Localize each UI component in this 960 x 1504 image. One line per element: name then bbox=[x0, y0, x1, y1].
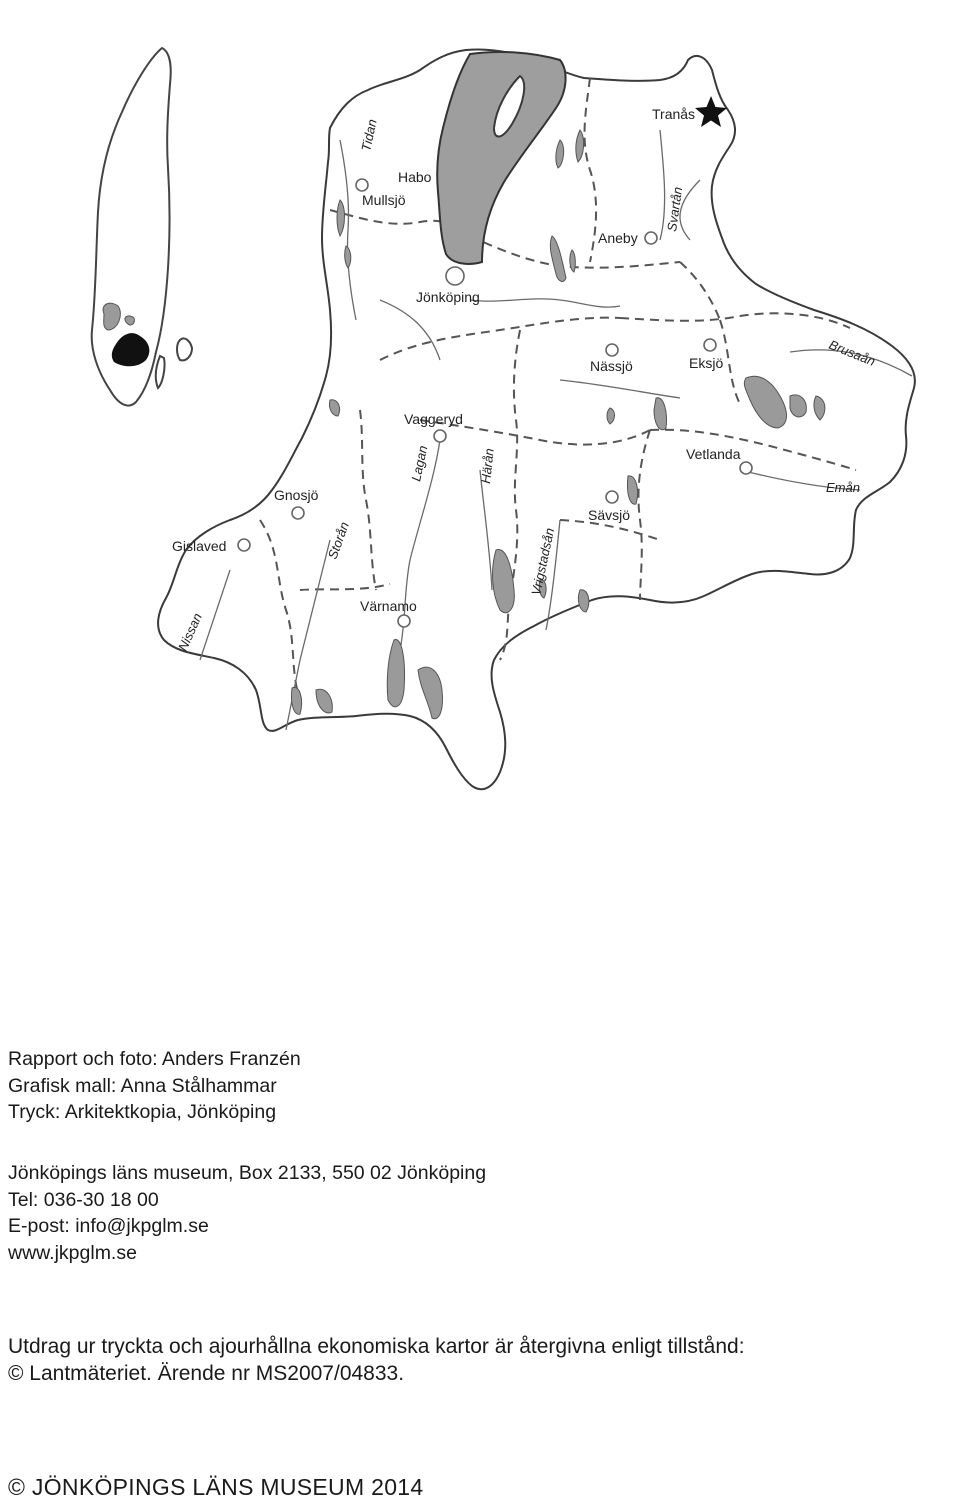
credits-block bbox=[8, 1046, 301, 1126]
permission-line-1: Utdrag ur tryckta och ajourhållna ekonomiska kartor är återgivna enligt tillstånd: bbox=[8, 1335, 745, 1358]
town-label-tranas: Tranås bbox=[652, 106, 696, 122]
town-label-habo: Habo bbox=[398, 169, 432, 185]
town-dot-eksjo bbox=[704, 339, 716, 351]
town-label-eksjo: Eksjö bbox=[689, 355, 724, 371]
contact-email: E-post: info@jkpglm.se bbox=[8, 1215, 209, 1237]
contact-phone: Tel: 036-30 18 00 bbox=[8, 1188, 159, 1211]
contact-website: www.jkpglm.se bbox=[8, 1241, 137, 1264]
town-dot-savsjo bbox=[606, 491, 618, 503]
town-label-jonkoping: Jönköping bbox=[416, 289, 480, 305]
town-dot-gnosjo bbox=[292, 507, 304, 519]
town-dot-jonkoping bbox=[446, 267, 464, 285]
permission-line-2: © Lantmäteriet. Ärende nr MS2007/04833. bbox=[8, 1362, 405, 1385]
credit-print: Tryck: Arkitektkopia, Jönköping bbox=[8, 1101, 277, 1123]
town-label-savsjo: Sävsjö bbox=[588, 507, 631, 523]
town-label-vaggeryd: Vaggeryd bbox=[404, 411, 463, 427]
sweden-inset-map bbox=[92, 48, 192, 406]
river-label-vrigstadsan: Vrigstadsån bbox=[528, 526, 558, 597]
river-label-brusaan: Brusaån bbox=[826, 336, 878, 369]
town-dot-nassjo bbox=[606, 344, 618, 356]
town-label-mullsjo: Mullsjö bbox=[362, 192, 406, 208]
town-label-gnosjo: Gnosjö bbox=[274, 487, 319, 503]
contact-address: Jönköpings läns museum, Box 2133, 550 02 Jönköping bbox=[8, 1162, 487, 1184]
river-label-haran: Härån bbox=[478, 447, 497, 485]
town-label-gislaved: Gislaved bbox=[172, 538, 227, 554]
contact-block bbox=[8, 1160, 486, 1266]
town-label-vetlanda: Vetlanda bbox=[686, 446, 741, 462]
town-dot-vetlanda bbox=[740, 462, 752, 474]
river-label-nissan: Nissan bbox=[175, 610, 205, 654]
river-label-tidan: Tidan bbox=[358, 117, 380, 153]
copyright-notice: © JÖNKÖPINGS LÄNS MUSEUM 2014 bbox=[8, 1474, 424, 1500]
town-dot-aneby bbox=[645, 232, 657, 244]
town-dot-habo bbox=[356, 179, 368, 191]
river-label-storan: Storån bbox=[324, 519, 352, 562]
town-label-aneby: Aneby bbox=[598, 230, 638, 246]
river-label-lagan: Lagan bbox=[408, 444, 431, 483]
town-label-nassjo: Nässjö bbox=[590, 358, 633, 374]
town-label-varnamo: Värnamo bbox=[360, 598, 417, 614]
permission-notice bbox=[8, 1333, 745, 1387]
town-dot-gislaved bbox=[238, 539, 250, 551]
river-label-eman: Emån bbox=[826, 480, 860, 495]
river-label-svartan: Svartån bbox=[664, 185, 686, 233]
credit-report: Rapport och foto: Anders Franzén bbox=[8, 1048, 301, 1070]
town-dot-vaggeryd bbox=[434, 430, 446, 442]
county-outline bbox=[158, 49, 915, 789]
credit-design: Grafisk mall: Anna Stålhammar bbox=[8, 1074, 277, 1097]
town-dot-varnamo bbox=[398, 615, 410, 627]
